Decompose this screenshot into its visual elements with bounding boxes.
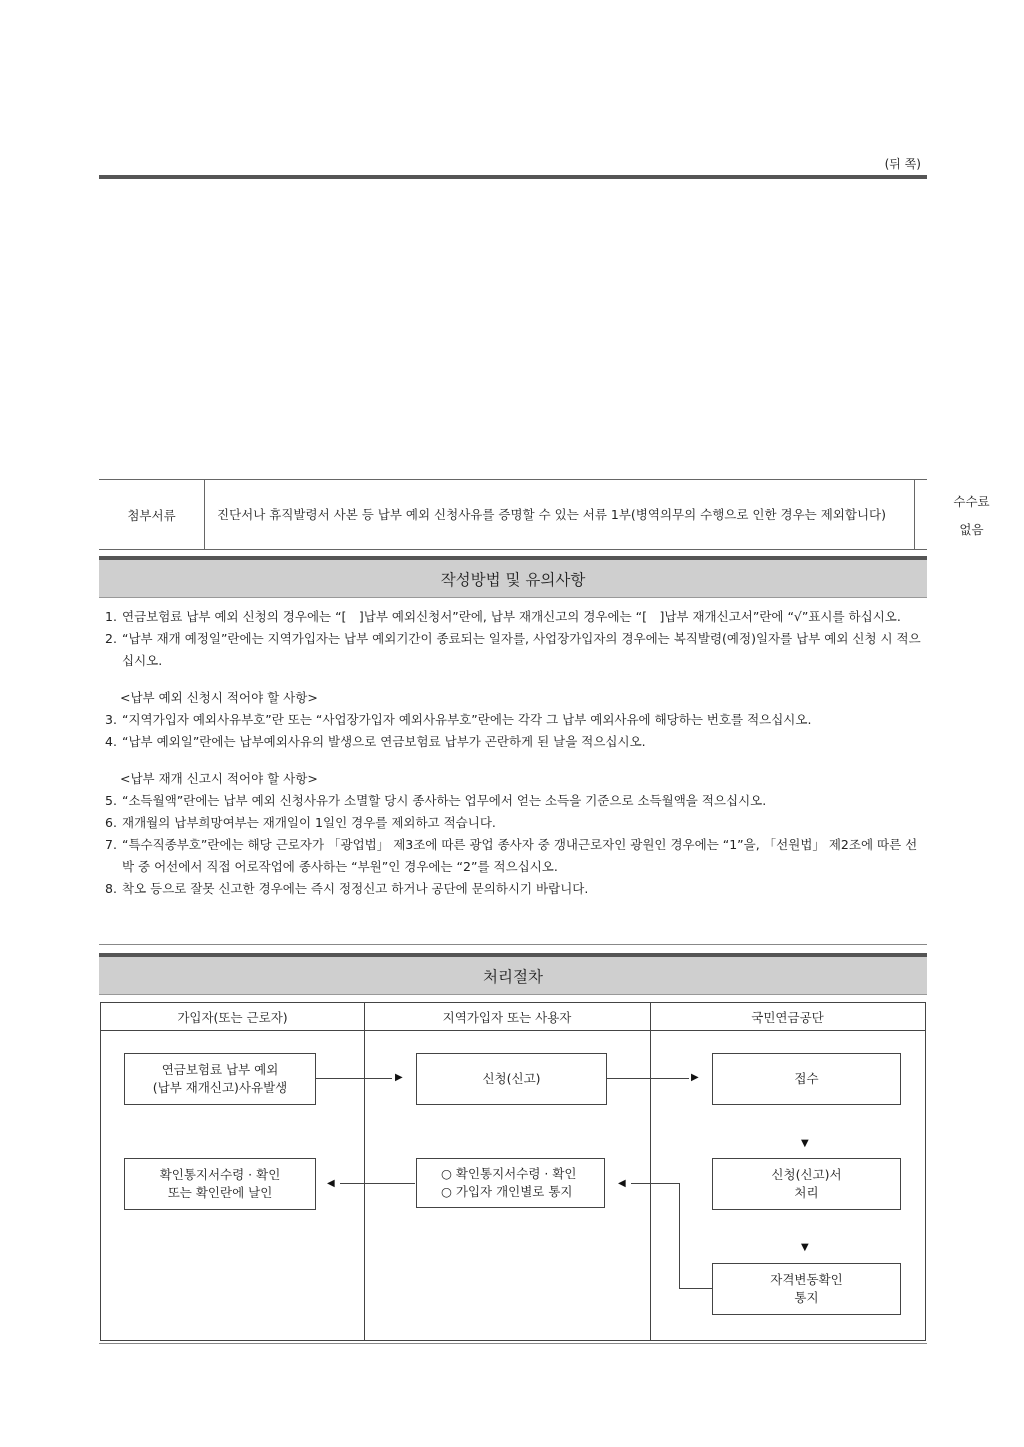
box-apply: 신청(신고) [416, 1053, 607, 1105]
arrow-down-icon: ▼ [801, 1138, 809, 1149]
list-item: 5. “소득월액”란에는 납부 예외 신청사유가 소멸할 당시 종사하는 업무에서 얻는 소득을 기준으로 소득월액을 적으십시오. [105, 793, 767, 808]
box-process: 신청(신고)서 처리 [712, 1158, 901, 1210]
flowchart-header [101, 1003, 925, 1031]
fee-cell [916, 480, 1024, 549]
subheading-exception: <납부 예외 신청시 적어야 할 사항> [120, 690, 318, 705]
box-confirm: 확인통지서수령 · 확인 또는 확인란에 날인 [124, 1158, 316, 1210]
column-employer: 지역가입자 또는 사용자 [442, 1009, 572, 1025]
divider [99, 944, 927, 945]
list-item: 2. “납부 재개 예정일”란에는 지역가입자는 납부 예외기간이 종료되는 일자를, 사업장가입자의 경우에는 복직발령(예정)일자를 납부 예외 신청 시 적으십시오. [105, 631, 921, 668]
divider [99, 1343, 927, 1344]
page-label: (뒤 쪽) [884, 157, 921, 171]
list-item: 4. “납부 예외일”란에는 납부예외사유의 발생으로 연금보험료 납부가 곤란하게 된 날을 적으십시오. [105, 734, 646, 749]
list-item: 3. “지역가입자 예외사유부호”란 또는 “사업장가입자 예외사유부호”란에는 각각 그 납부 예외사유에 해당하는 번호를 적으십시오. [105, 712, 812, 727]
attachment-row [99, 479, 990, 550]
arrow-left-icon: ◀ [618, 1178, 626, 1189]
attachment-label: 첨부서류 [99, 480, 205, 549]
top-rule [99, 175, 927, 179]
arrow-down-icon: ▼ [801, 1242, 809, 1253]
arrow-right-icon: ▶ [691, 1072, 699, 1083]
procedure-flowchart [100, 1002, 926, 1341]
instructions-title: 작성방법 및 유의사항 [99, 556, 927, 598]
box-reason-occur: 연금보험료 납부 예외 (납부 재개신고)사유발생 [124, 1053, 316, 1105]
procedure-title: 처리절차 [99, 953, 927, 995]
column-nps: 국민연금공단 [751, 1009, 824, 1025]
column-member: 가입자(또는 근로자) [177, 1009, 288, 1025]
box-notify: ○ 확인통지서수령 · 확인 ○ 가입자 개인별로 통지 [416, 1158, 605, 1208]
fee-label: 수수료 [953, 493, 990, 509]
box-status-change: 자격변동확인 통지 [712, 1263, 901, 1315]
arrow-right-icon: ▶ [395, 1072, 403, 1083]
arrow-left-icon: ◀ [327, 1178, 335, 1189]
fee-value: 없음 [959, 521, 984, 537]
list-item: 1. 연금보험료 납부 예외 신청의 경우에는 “[ ]납부 예외신청서”란에, 납부 재개신고의 경우에는 “[ ]납부 재개신고서”란에 “√”표시를 하십시오. [105, 609, 901, 624]
attachment-text: 진단서나 휴직발령서 사본 등 납부 예외 신청사유를 증명할 수 있는 서류 1부(병역의무의 수행으로 인한 경우는 제외합니다) [205, 480, 915, 549]
list-item: 6. 재개월의 납부희망여부는 재개일이 1일인 경우를 제외하고 적습니다. [105, 815, 496, 830]
list-item: 7. “특수직종부호”란에는 해당 근로자가 「광업법」 제3조에 따른 광업 종사자 중 갱내근로자인 광원인 경우에는 “1”을, 「선원법」 제2조에 따른 선박 중 어선에서 직접 어로작업에 종사하는 “부원”인 경우에는 “2”를 적으십시오. [105, 837, 918, 874]
box-receive: 접수 [712, 1053, 901, 1105]
subheading-resume: <납부 재개 신고시 적어야 할 사항> [120, 771, 318, 786]
list-item: 8. 착오 등으로 잘못 신고한 경우에는 즉시 정정신고 하거나 공단에 문의하시기 바랍니다. [105, 881, 589, 896]
instructions-list [105, 606, 925, 900]
